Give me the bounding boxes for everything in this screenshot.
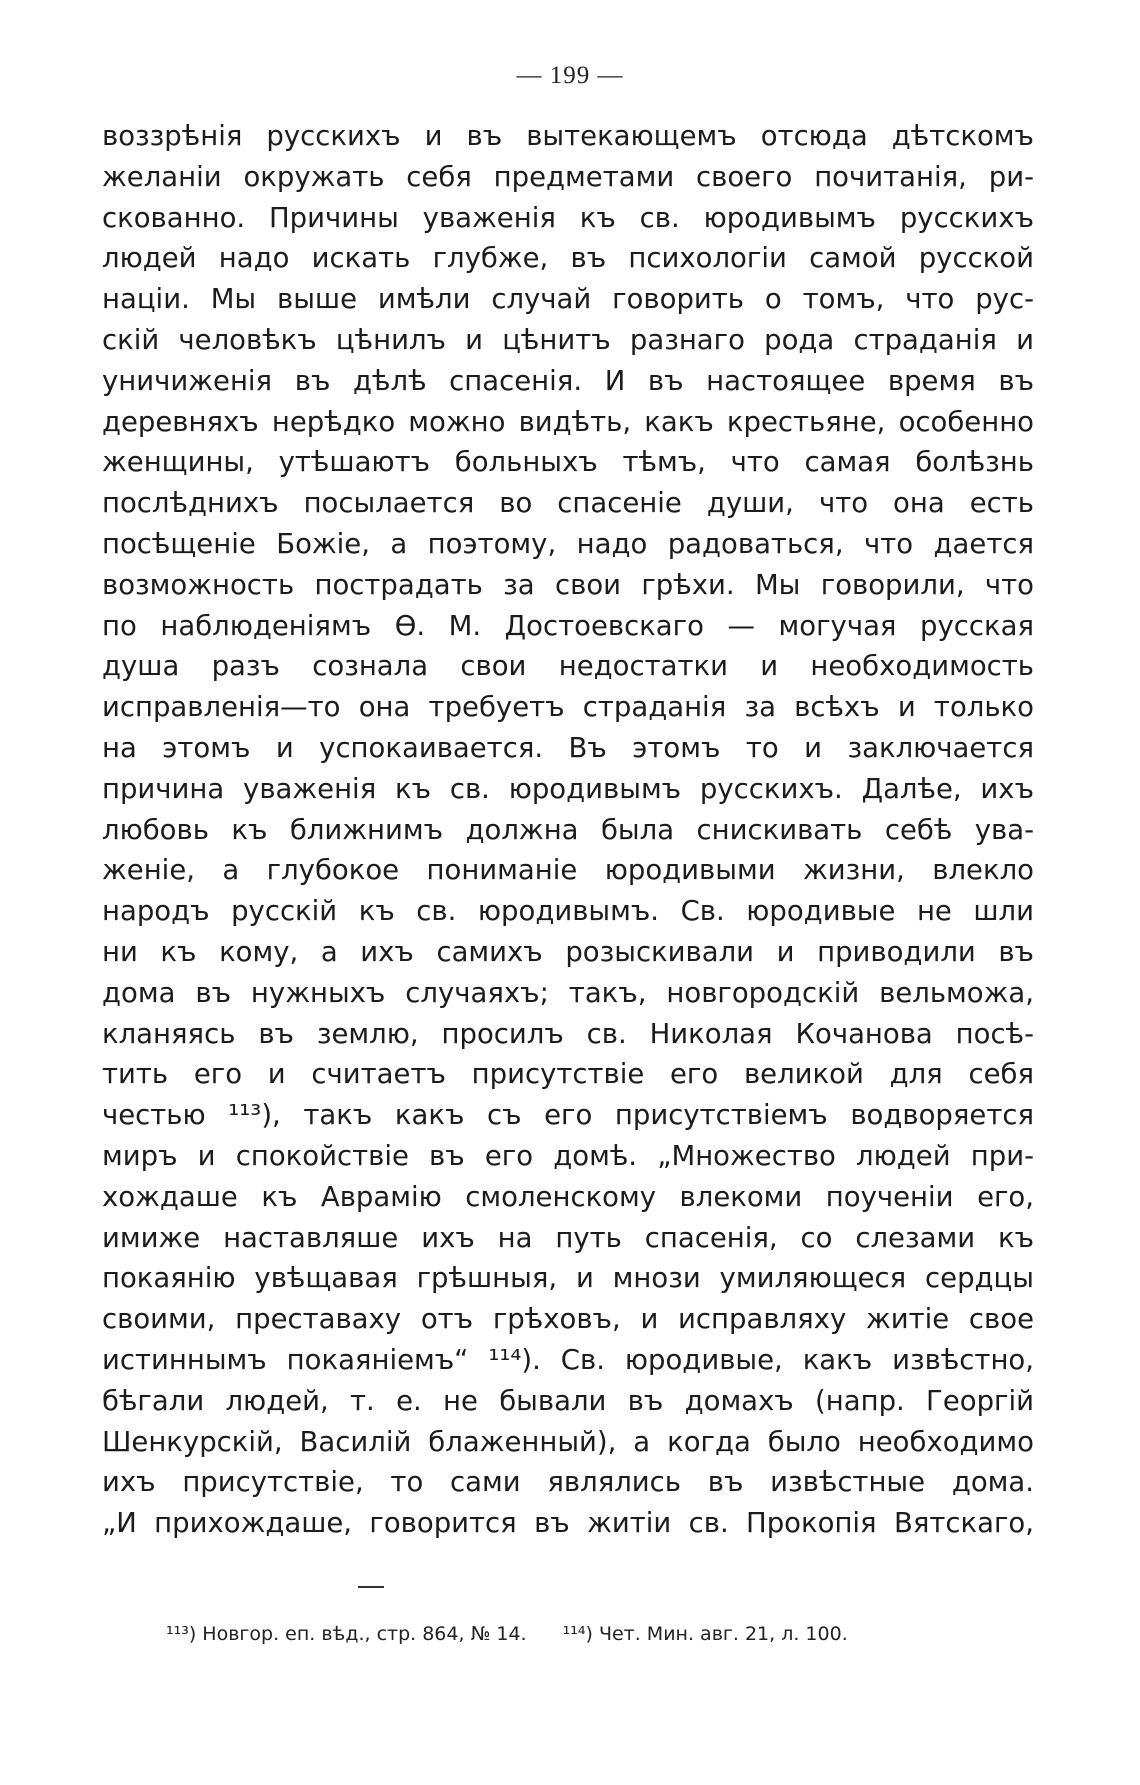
text-line: желаніи окружать себя предметами своего почитанія, ри-: [102, 160, 1034, 193]
text-line: деревняхъ нерѣдко можно видѣть, какъ крестьяне, особенно: [102, 405, 1034, 438]
text-line: кланяясь въ землю, просилъ св. Николая Кочанова посѣ-: [102, 1017, 1034, 1050]
text-line: тить его и считаетъ присутствіе его великой для себя: [102, 1058, 1034, 1091]
text-line: народъ русскій къ св. юродивымъ. Св. юродивые не шли: [102, 895, 1034, 928]
text-line: женщины, утѣшаютъ больныхъ тѣмъ, что самая болѣзнь: [102, 446, 1034, 479]
text-line: посѣщеніе Божіе, а поэтому, надо радоваться, что дается: [102, 527, 1034, 560]
text-line: Шенкурскій, Василій блаженный), а когда было необходимо: [102, 1425, 1034, 1458]
text-line: миръ и спокойствіе въ его домѣ. „Множество людей при-: [102, 1139, 1034, 1172]
text-line: скованно. Причины уваженія къ св. юродивымъ русскихъ: [102, 201, 1034, 234]
text-line: бѣгали людей, т. е. не бывали въ домахъ (напр. Георгій: [102, 1384, 1034, 1417]
text-line: „И прихождаше, говорится въ житіи св. Прокопія Вятскаго,: [102, 1507, 1034, 1540]
text-line: дома въ нужныхъ случаяхъ; такъ, новгородскій вельможа,: [102, 976, 1034, 1009]
text-line: женіе, а глубокое пониманіе юродивыми жизни, влекло: [102, 854, 1034, 887]
text-line: ихъ присутствіе, то сами являлись въ извѣстные дома.: [102, 1466, 1034, 1499]
text-line: націи. Мы выше имѣли случай говорить о томъ, что рус-: [102, 283, 1034, 316]
text-line: исправленія—то она требуетъ страданія за всѣхъ и только: [102, 691, 1034, 724]
text-line: скій человѣкъ цѣнилъ и цѣнитъ разнаго рода страданія и: [102, 323, 1034, 356]
text-line: честью ¹¹³), такъ какъ съ его присутствіемъ водворяется: [102, 1099, 1034, 1132]
text-line: причина уваженія къ св. юродивымъ русскихъ. Далѣе, ихъ: [102, 772, 1034, 805]
text-line: людей надо искать глубже, въ психологіи самой русской: [102, 242, 1034, 275]
text-line: послѣднихъ посылается во спасеніе души, что она есть: [102, 487, 1034, 520]
footnote-separator: [358, 1586, 384, 1588]
text-line: на этомъ и успокаивается. Въ этомъ то и заключается: [102, 731, 1034, 764]
footnote-114: ¹¹⁴) Чет. Мин. авг. 21, л. 100.: [562, 1623, 848, 1645]
text-line: своими, преставаху отъ грѣховъ, и исправляху житіе свое: [102, 1303, 1034, 1336]
text-line: истиннымъ покаяніемъ“ ¹¹⁴). Св. юродивые, какъ извѣстно,: [102, 1343, 1034, 1376]
text-line: покаянію увѣщавая грѣшныя, и мнози умиляющеся сердцы: [102, 1262, 1034, 1295]
text-line: воззрѣнія русскихъ и въ вытекающемъ отсюда дѣтскомъ: [102, 120, 1034, 152]
footnotes: [166, 1620, 986, 1648]
text-line: душа разъ сознала свои недостатки и необходимость: [102, 650, 1034, 683]
text-line: ни къ кому, а ихъ самихъ розыскивали и приводили въ: [102, 935, 1034, 968]
text-line: уничиженія въ дѣлѣ спасенія. И въ настоящее время въ: [102, 364, 1034, 397]
text-line: возможность пострадать за свои грѣхи. Мы говорили, что: [102, 568, 1034, 601]
text-line: по наблюденіямъ Ѳ. М. Достоевскаго — могучая русская: [102, 609, 1034, 642]
text-line: имиже наставляше ихъ на путь спасенія, со слезами къ: [102, 1221, 1034, 1254]
text-line: любовь къ ближнимъ должна была снискивать себѣ ува-: [102, 813, 1034, 846]
page-number: — 199 —: [516, 62, 624, 89]
text-line: хождаше къ Аврамію смоленскому влекоми поученіи его,: [102, 1180, 1034, 1213]
footnote-113: ¹¹³) Новгор. еп. вѣд., стр. 864, № 14.: [166, 1623, 527, 1645]
body-text: [102, 116, 1034, 1544]
